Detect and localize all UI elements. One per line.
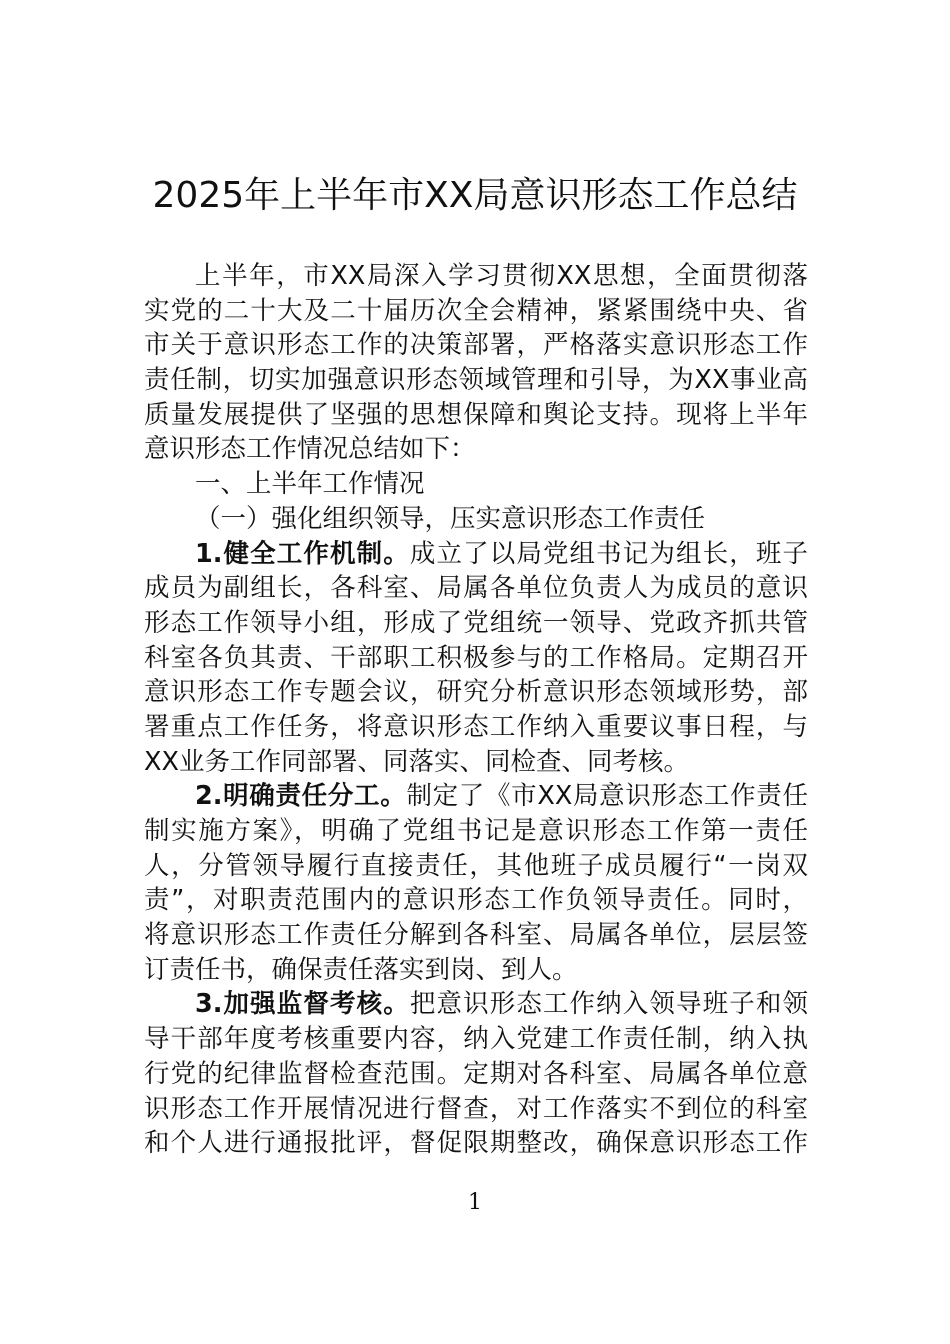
paragraph-line: 责”，对职责范围内的意识形态工作负领导责任。同时， bbox=[144, 885, 808, 916]
paragraph-line: 实党的二十大及二十届历次全会精神，紧紧围绕中央、省 bbox=[144, 295, 808, 326]
paragraph-line: 上半年，市XX局深入学习贯彻XX思想，全面贯彻落 bbox=[195, 261, 808, 291]
paragraph-line: 行党的纪律监督检查范围。定期对各科室、局属各单位意 bbox=[144, 1058, 808, 1089]
item-text: 成立了以局党组书记为组长，班子 bbox=[409, 538, 808, 569]
item-text: 制定了《市XX局意识形态工作责任 bbox=[406, 781, 808, 812]
paragraph-line: 质量发展提供了坚强的思想保障和舆论支持。现将上半年 bbox=[144, 399, 808, 430]
document-title: 2025年上半年市XX局意识形态工作总结 bbox=[152, 175, 798, 216]
paragraph-line: 意识形态工作情况总结如下： bbox=[144, 434, 476, 465]
paragraph-line: 人，分管领导履行直接责任，其他班子成员履行“一岗双 bbox=[144, 850, 808, 881]
paragraph-line: 订责任书，确保责任落实到岗、到人。 bbox=[144, 954, 578, 985]
document-body bbox=[144, 259, 808, 1161]
paragraph-line: 意识形态工作专题会议，研究分析意识形态领域形势，部 bbox=[144, 677, 808, 708]
paragraph-line: 导干部年度考核重要内容，纳入党建工作责任制，纳入执 bbox=[144, 1024, 808, 1055]
subsection-heading: （一）强化组织领导，压实意识形态工作责任 bbox=[195, 503, 706, 534]
item-lead: 3.加强监督考核。 bbox=[195, 989, 410, 1020]
paragraph-line: 科室各负其责、干部职工积极参与的工作格局。定期召开 bbox=[144, 642, 808, 673]
item-text: 把意识形态工作纳入领导班子和领 bbox=[409, 989, 808, 1020]
paragraph-line: XX业务工作同部署、同落实、同检查、同考核。 bbox=[144, 746, 689, 777]
paragraph-line: 成员为副组长，各科室、局属各单位负责人为成员的意识 bbox=[144, 573, 808, 604]
paragraph-line: 识形态工作开展情况进行督查，对工作落实不到位的科室 bbox=[144, 1093, 808, 1124]
paragraph-line bbox=[144, 987, 808, 1022]
paragraph-line: 制实施方案》，明确了党组书记是意识形态工作第一责任 bbox=[144, 816, 808, 846]
section-heading: 一、上半年工作情况 bbox=[195, 469, 425, 500]
paragraph-line: 署重点工作任务，将意识形态工作纳入重要议事日程，与 bbox=[144, 711, 808, 742]
paragraph-line: 形态工作领导小组，形成了党组统一领导、党政齐抓共管 bbox=[144, 607, 808, 638]
paragraph-line: 将意识形态工作责任分解到各科室、局属各单位，层层签 bbox=[144, 920, 808, 951]
item-lead: 1.健全工作机制。 bbox=[195, 538, 410, 569]
paragraph-line: 责任制，切实加强意识形态领域管理和引导，为XX事业高 bbox=[144, 365, 808, 396]
paragraph-line: 和个人进行通报批评，督促限期整改，确保意识形态工作 bbox=[144, 1128, 808, 1159]
paragraph-line: 市关于意识形态工作的决策部署，严格落实意识形态工作 bbox=[144, 330, 808, 361]
paragraph-line bbox=[144, 779, 808, 814]
paragraph-line bbox=[144, 537, 808, 572]
item-lead: 2.明确责任分工。 bbox=[195, 781, 407, 812]
page-number: 1 bbox=[468, 1190, 482, 1215]
